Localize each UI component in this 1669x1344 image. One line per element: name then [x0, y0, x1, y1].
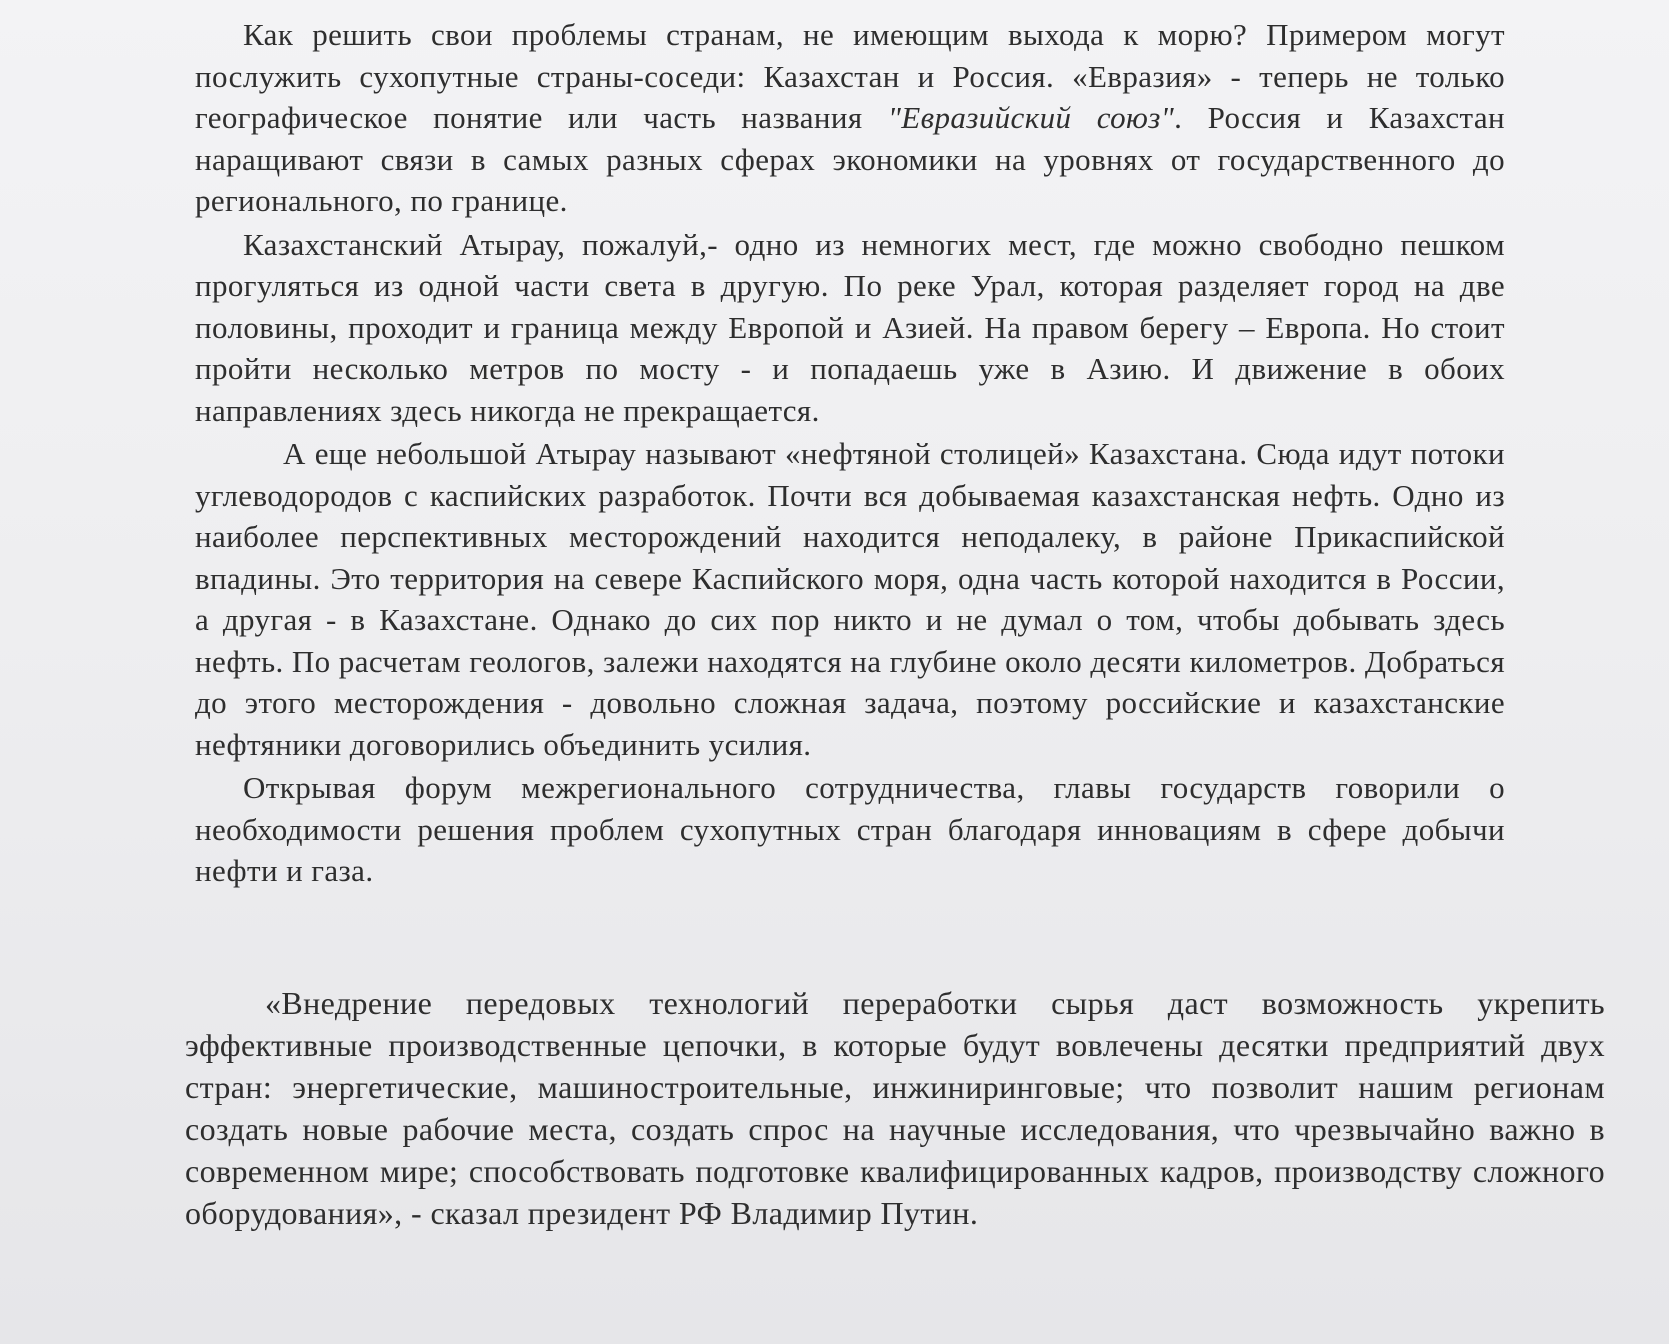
paragraph-1-tail: . Россия и Казахстан наращивают связи в самых разных сферах экономики на уровнях от государственного до регионального, по границе. [195, 100, 1506, 218]
paragraph-oil-capital: А еще небольшой Атырау называют «нефтяной столицей» Казахстана. Сюда идут потоки углеводородов с каспийских разработок. Почти вся добываемая казахстанская нефть. Одно из наиболее перспективных месторождений находится неподалеку, в районе Прикаспийской впадины. Это территория на севере Каспийского моря, одна часть которой находится в России, а другая - в Казахстане. Однако до сих пор никто и не думал о том, чтобы добывать здесь нефть. По расчетам геологов, залежи находятся на глубине около десяти километров. Добраться до этого месторождения - довольно сложная задача, поэтому российские и казахстанские нефтяники договорились объединить усилия. [195, 436, 1505, 762]
paragraph-putin-quote: «Внедрение передовых технологий переработки сырья даст возможность укрепить эффективные производственные цепочки, в которые будут вовлечены десятки предприятий двух стран: энергетические, машиностроительные, инжиниринговые; что позволит нашим регионам создать новые рабочие места, создать спрос на научные исследования, что чрезвычайно важно в современном мире; способствовать подготовке квалифицированных кадров, производству сложного оборудования», - сказал президент РФ Владимир Путин. [185, 985, 1605, 1231]
paragraph-forum: Открывая форум межрегионального сотрудничества, главы государств говорили о необходимости решения проблем сухопутных стран благодаря инновациям в сфере добычи нефти и газа. [195, 770, 1505, 888]
paragraph-atyrau: Казахстанский Атырау, пожалуй,- одно из немногих мест, где можно свободно пешком прогуляться из одной части света в другую. По реке Урал, которая разделяет город на две половины, проходит и граница между Европой и Азией. На правом берегу – Европа. Но стоит пройти несколько метров по мосту - и попадаешь уже в Азию. И движение в обоих направлениях здесь никогда не прекращается. [195, 226, 1505, 428]
paragraph-landlocked-countries [195, 14, 1505, 222]
body-text [195, 14, 1505, 892]
eurasian-union-term: "Евразийский союз" [887, 100, 1175, 135]
quote-text [185, 982, 1605, 1234]
paragraph-1-lead: Как решить свои проблемы странам, не имеющим выхода к морю? Примером могут послужить сухопутные страны-соседи: Казахстан и Россия. «Евразия» - теперь не только географическое понятие или часть названия [195, 17, 1505, 135]
